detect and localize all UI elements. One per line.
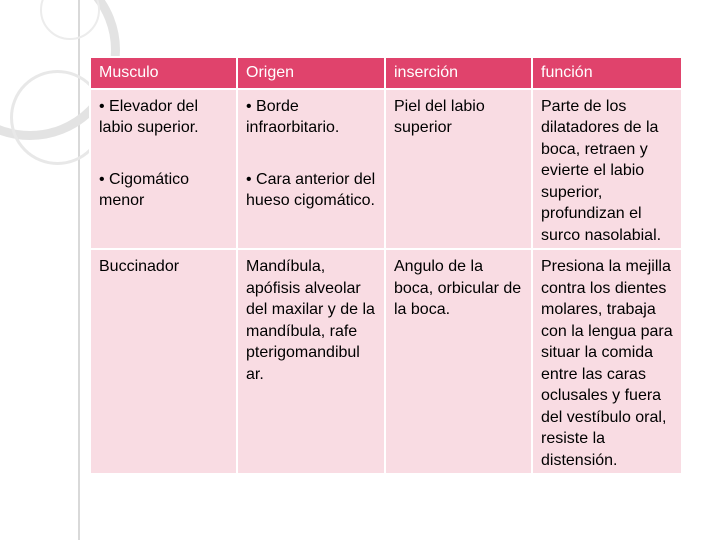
cell-funcion: Presiona la mejilla contra los dientes molares, trabaja con la lengua para situar la comida entre las caras oclusales y fuera del vestíbulo oral, resiste la distensión. — [532, 249, 682, 474]
muscle-table-container — [89, 56, 681, 475]
header-origen: Origen — [237, 57, 385, 89]
cell-insercion: Angulo de la boca, orbicular de la boca. — [385, 249, 532, 474]
table-row — [90, 249, 682, 474]
cell-musculo — [90, 89, 237, 250]
cell-musculo: Buccinador — [90, 249, 237, 474]
muscle-table — [89, 56, 683, 475]
cell-spacer — [99, 139, 230, 169]
table-header-row — [90, 57, 682, 89]
cell-origen — [237, 89, 385, 250]
table-row — [90, 89, 682, 250]
header-insercion: inserción — [385, 57, 532, 89]
header-funcion: función — [532, 57, 682, 89]
header-musculo: Musculo — [90, 57, 237, 89]
musculo-elevador: • Elevador del labio superior. — [99, 97, 199, 136]
cell-origen: Mandíbula, apófisis alveolar del maxilar y de la mandíbula, rafe pterigomandibul ar. — [237, 249, 385, 474]
origen-cara: • Cara anterior del hueso cigomático. — [246, 170, 376, 209]
musculo-cigomatico: • Cigomático menor — [99, 170, 190, 209]
cell-spacer — [246, 139, 378, 169]
cell-funcion: Parte de los dilatadores de la boca, retraen y evierte el labio superior, profundizan el surco nasolabial. — [532, 89, 682, 250]
cell-insercion: Piel del labio superior — [385, 89, 532, 250]
origen-borde: • Borde infraorbitario. — [246, 97, 340, 136]
